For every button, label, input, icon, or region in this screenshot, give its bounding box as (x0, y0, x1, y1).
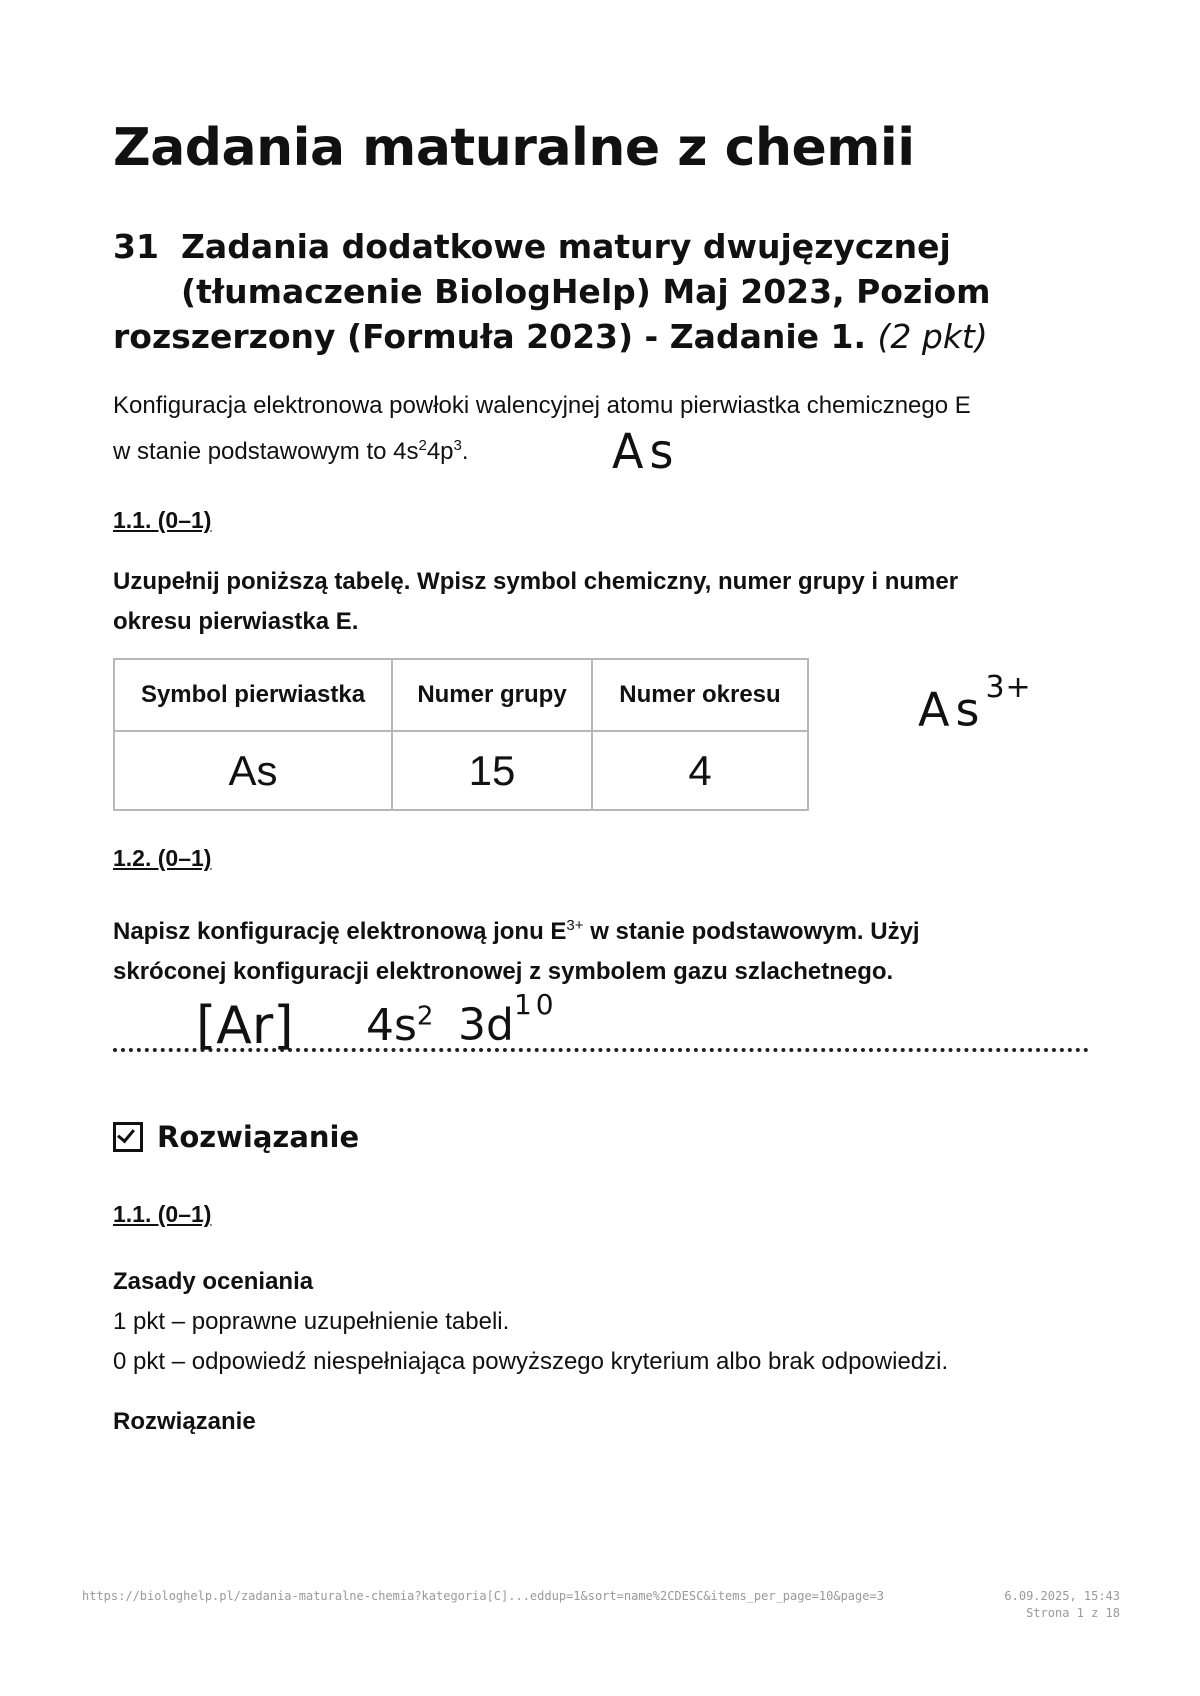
table-header-group: Numer grupy (392, 659, 592, 731)
scoring-line1: 1 pkt – poprawne uzupełnienie tabeli. (113, 1308, 510, 1335)
handwritten-config-3d: $3d^{10}$ (458, 988, 558, 1051)
table-answer-period: 4 (592, 731, 808, 810)
checkbox-icon (113, 1122, 143, 1152)
task-heading (113, 224, 1103, 359)
task-heading-line2: (tłumaczenie BiologHelp) Maj 2023, Poziom (181, 272, 991, 311)
part2-instruction-line2: skróconej konfiguracji elektronowej z symbolem gazu szlachetnego. (113, 958, 894, 985)
part1-instruction-line2: okresu pierwiastka E. (113, 608, 359, 635)
table-answer-symbol: As (114, 731, 392, 810)
footer-datetime: 6.09.2025, 15:43 (1004, 1589, 1120, 1603)
intro-line2: w stanie podstawowym to $4s^24p^3$. (113, 437, 469, 465)
solution-subheading: Rozwiązanie (113, 1408, 256, 1435)
scoring-heading: Zasady oceniania (113, 1268, 314, 1295)
solution-heading (113, 1120, 359, 1154)
scoring-block (113, 1262, 1113, 1382)
table-header-symbol: Symbol pierwiastka (114, 659, 392, 731)
handwritten-config-bracket: [Ar] (196, 996, 294, 1056)
part2-label: 1.2. (0–1) (113, 845, 212, 871)
task-points: (2 pkt) (877, 317, 988, 356)
part1-instruction (113, 562, 1103, 642)
solution-heading-text: Rozwiązanie (157, 1120, 360, 1154)
answer-table (113, 658, 809, 811)
footer-url: https://biologhelp.pl/zadania-maturalne-chemia?kategoria[C]...eddup=1&sort=name%2CDESC&items_per_page=10&page=3 (82, 1589, 884, 1603)
intro-paragraph (113, 386, 1103, 472)
part2-instruction-line1: Napisz konfigurację elektronową jonu $E^{3+}$ w stanie podstawowym. Użyj (113, 917, 920, 945)
scoring-line2: 0 pkt – odpowiedź niespełniająca powyższego kryterium albo brak odpowiedzi. (113, 1348, 949, 1375)
task-heading-line3: rozszerzony (Formuła 2023) - Zadanie 1. (113, 317, 867, 356)
handwritten-ion-note: $As^{3+}$ (918, 670, 1032, 737)
task-heading-line1: Zadania dodatkowe matury dwujęzycznej (181, 227, 951, 266)
solution-part1-label: 1.1. (0–1) (113, 1201, 212, 1227)
intro-line1: Konfiguracja elektronowa powłoki walencyjnej atomu pierwiastka chemicznego E (113, 392, 971, 419)
part1-label: 1.1. (0–1) (113, 507, 212, 533)
handwritten-margin-as: As (612, 422, 680, 480)
table-answer-group: 15 (392, 731, 592, 810)
table-row (114, 731, 808, 810)
document-title: Zadania maturalne z chemii (113, 118, 915, 178)
table-header-period: Numer okresu (592, 659, 808, 731)
part2-instruction (113, 906, 1103, 992)
footer-page-info: Strona 1 z 18 (1026, 1606, 1120, 1620)
task-number: 31 (113, 227, 159, 266)
part1-instruction-line1: Uzupełnij poniższą tabelę. Wpisz symbol chemiczny, numer grupy i numer (113, 568, 959, 595)
handwritten-config-4s: $4s^2$ (366, 1000, 434, 1051)
table-header-row (114, 659, 808, 731)
